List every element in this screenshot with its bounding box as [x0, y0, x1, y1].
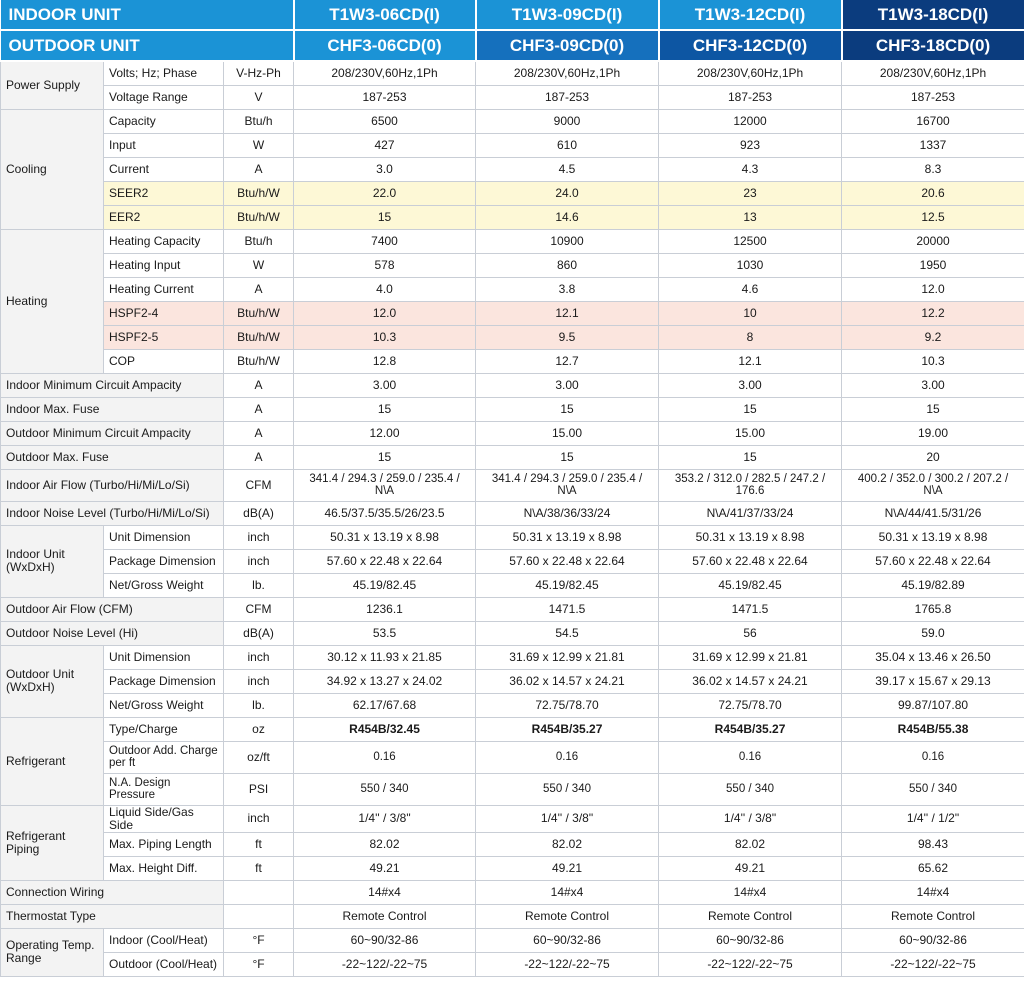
- spec-value: 14.6: [476, 205, 659, 229]
- spec-group-label: Refrigerant Piping: [1, 805, 104, 880]
- spec-value: 12500: [659, 229, 842, 253]
- spec-value: 13: [659, 205, 842, 229]
- spec-label: Indoor Minimum Circuit Ampacity: [1, 373, 224, 397]
- spec-value: 6500: [294, 109, 476, 133]
- spec-label: Thermostat Type: [1, 904, 224, 928]
- spec-value: 1337: [842, 133, 1024, 157]
- spec-value: 24.0: [476, 181, 659, 205]
- spec-value: 22.0: [294, 181, 476, 205]
- spec-row: [1, 805, 1024, 832]
- spec-value: 62.17/67.68: [294, 693, 476, 717]
- spec-value: 60~90/32-86: [842, 928, 1024, 952]
- spec-unit: dB(A): [224, 621, 294, 645]
- spec-row: [1, 397, 1024, 421]
- spec-value: 65.62: [842, 856, 1024, 880]
- spec-sub-label: Net/Gross Weight: [104, 693, 224, 717]
- spec-group-label: Refrigerant: [1, 717, 104, 805]
- spec-value: 82.02: [476, 832, 659, 856]
- spec-row: [1, 229, 1024, 253]
- spec-sub-label: Indoor (Cool/Heat): [104, 928, 224, 952]
- spec-value: 1765.8: [842, 597, 1024, 621]
- spec-row: [1, 349, 1024, 373]
- spec-value: 54.5: [476, 621, 659, 645]
- spec-row: [1, 109, 1024, 133]
- spec-value: 1236.1: [294, 597, 476, 621]
- spec-value: R454B/55.38: [842, 717, 1024, 741]
- spec-value: 8: [659, 325, 842, 349]
- spec-value: N\A/41/37/33/24: [659, 501, 842, 525]
- spec-row: [1, 525, 1024, 549]
- spec-row: [1, 773, 1024, 805]
- spec-unit: lb.: [224, 693, 294, 717]
- spec-value: 9000: [476, 109, 659, 133]
- spec-value: 550 / 340: [476, 773, 659, 805]
- spec-value: 14#x4: [659, 880, 842, 904]
- spec-value: 187-253: [476, 85, 659, 109]
- spec-label: Indoor Air Flow (Turbo/Hi/Mi/Lo/Si): [1, 469, 224, 501]
- spec-value: 50.31 x 13.19 x 8.98: [476, 525, 659, 549]
- spec-row: [1, 669, 1024, 693]
- spec-value: 1/4'' / 3/8": [659, 805, 842, 832]
- spec-value: 550 / 340: [842, 773, 1024, 805]
- spec-value: 12.0: [842, 277, 1024, 301]
- spec-unit: °F: [224, 952, 294, 976]
- spec-value: Remote Control: [659, 904, 842, 928]
- spec-unit: A: [224, 157, 294, 181]
- spec-value: 12.0: [294, 301, 476, 325]
- spec-row: [1, 85, 1024, 109]
- spec-row: [1, 133, 1024, 157]
- spec-value: 34.92 x 13.27 x 24.02: [294, 669, 476, 693]
- spec-value: 12.5: [842, 205, 1024, 229]
- spec-row: [1, 597, 1024, 621]
- spec-sub-label: Max. Height Diff.: [104, 856, 224, 880]
- outdoor-model: CHF3-18CD(0): [842, 30, 1024, 61]
- spec-sub-label: Volts; Hz; Phase: [104, 61, 224, 85]
- spec-unit: oz: [224, 717, 294, 741]
- spec-sub-label: Package Dimension: [104, 549, 224, 573]
- spec-row: [1, 301, 1024, 325]
- spec-value: 1030: [659, 253, 842, 277]
- spec-value: 427: [294, 133, 476, 157]
- spec-unit: CFM: [224, 597, 294, 621]
- spec-row: [1, 573, 1024, 597]
- spec-value: 15: [476, 445, 659, 469]
- indoor-model: T1W3-18CD(I): [842, 0, 1024, 30]
- indoor-model: T1W3-09CD(I): [476, 0, 659, 30]
- spec-sub-label: COP: [104, 349, 224, 373]
- outdoor-model: CHF3-12CD(0): [659, 30, 842, 61]
- spec-value: 45.19/82.89: [842, 573, 1024, 597]
- spec-label: Outdoor Minimum Circuit Ampacity: [1, 421, 224, 445]
- spec-unit: inch: [224, 645, 294, 669]
- spec-value: 12.7: [476, 349, 659, 373]
- spec-value: 72.75/78.70: [476, 693, 659, 717]
- spec-unit: ft: [224, 832, 294, 856]
- spec-value: 60~90/32-86: [476, 928, 659, 952]
- indoor-model: T1W3-06CD(I): [294, 0, 476, 30]
- spec-value: 60~90/32-86: [659, 928, 842, 952]
- spec-value: -22~122/-22~75: [294, 952, 476, 976]
- spec-row: [1, 549, 1024, 573]
- spec-value: Remote Control: [294, 904, 476, 928]
- spec-value: 45.19/82.45: [294, 573, 476, 597]
- spec-value: 20000: [842, 229, 1024, 253]
- spec-value: 15.00: [659, 421, 842, 445]
- spec-row: [1, 856, 1024, 880]
- spec-row: [1, 717, 1024, 741]
- spec-unit: °F: [224, 928, 294, 952]
- spec-row: [1, 205, 1024, 229]
- spec-row: [1, 501, 1024, 525]
- spec-sub-label: Outdoor Add. Charge per ft: [104, 741, 224, 773]
- spec-value: 10: [659, 301, 842, 325]
- spec-row: [1, 904, 1024, 928]
- spec-value: 550 / 340: [659, 773, 842, 805]
- spec-value: 98.43: [842, 832, 1024, 856]
- indoor-unit-header-row: [1, 0, 1024, 30]
- spec-value: 923: [659, 133, 842, 157]
- spec-group-label: Cooling: [1, 109, 104, 229]
- spec-unit: [224, 904, 294, 928]
- spec-value: 72.75/78.70: [659, 693, 842, 717]
- spec-sub-label: Voltage Range: [104, 85, 224, 109]
- spec-value: 31.69 x 12.99 x 21.81: [659, 645, 842, 669]
- spec-value: 4.3: [659, 157, 842, 181]
- spec-sub-label: Unit Dimension: [104, 645, 224, 669]
- spec-value: 60~90/32-86: [294, 928, 476, 952]
- spec-row: [1, 445, 1024, 469]
- spec-value: 208/230V,60Hz,1Ph: [294, 61, 476, 85]
- spec-unit: Btu/h/W: [224, 349, 294, 373]
- spec-unit: inch: [224, 525, 294, 549]
- spec-unit: dB(A): [224, 501, 294, 525]
- spec-value: 400.2 / 352.0 / 300.2 / 207.2 / N\A: [842, 469, 1024, 501]
- spec-unit: inch: [224, 805, 294, 832]
- spec-row: [1, 253, 1024, 277]
- spec-value: 36.02 x 14.57 x 24.21: [659, 669, 842, 693]
- indoor-unit-label: INDOOR UNIT: [1, 0, 294, 30]
- spec-value: 14#x4: [476, 880, 659, 904]
- spec-unit: A: [224, 421, 294, 445]
- spec-value: 3.0: [294, 157, 476, 181]
- outdoor-model: CHF3-09CD(0): [476, 30, 659, 61]
- spec-label: Outdoor Max. Fuse: [1, 445, 224, 469]
- spec-value: 20.6: [842, 181, 1024, 205]
- spec-value: -22~122/-22~75: [842, 952, 1024, 976]
- spec-value: 53.5: [294, 621, 476, 645]
- spec-unit: V: [224, 85, 294, 109]
- spec-value: 46.5/37.5/35.5/26/23.5: [294, 501, 476, 525]
- spec-group-label: Power Supply: [1, 61, 104, 109]
- spec-sub-label: SEER2: [104, 181, 224, 205]
- spec-value: 12.1: [659, 349, 842, 373]
- spec-label: Connection Wiring: [1, 880, 224, 904]
- spec-sub-label: Max. Piping Length: [104, 832, 224, 856]
- spec-value: 10.3: [842, 349, 1024, 373]
- spec-value: R454B/32.45: [294, 717, 476, 741]
- spec-unit: A: [224, 277, 294, 301]
- spec-value: 353.2 / 312.0 / 282.5 / 247.2 / 176.6: [659, 469, 842, 501]
- spec-sub-label: Package Dimension: [104, 669, 224, 693]
- spec-sub-label: HSPF2-5: [104, 325, 224, 349]
- spec-value: 208/230V,60Hz,1Ph: [476, 61, 659, 85]
- outdoor-unit-label: OUTDOOR UNIT: [1, 30, 294, 61]
- spec-value: 99.87/107.80: [842, 693, 1024, 717]
- spec-unit: W: [224, 133, 294, 157]
- spec-value: 50.31 x 13.19 x 8.98: [294, 525, 476, 549]
- spec-value: 82.02: [294, 832, 476, 856]
- spec-row: [1, 952, 1024, 976]
- spec-value: 15: [294, 397, 476, 421]
- spec-value: 0.16: [842, 741, 1024, 773]
- spec-value: 15: [659, 397, 842, 421]
- spec-value: 15: [294, 445, 476, 469]
- spec-label: Outdoor Air Flow (CFM): [1, 597, 224, 621]
- spec-unit: inch: [224, 549, 294, 573]
- spec-value: 1471.5: [659, 597, 842, 621]
- spec-row: [1, 693, 1024, 717]
- spec-value: 23: [659, 181, 842, 205]
- spec-value: 9.2: [842, 325, 1024, 349]
- spec-sub-label: Current: [104, 157, 224, 181]
- spec-value: 1/4'' / 3/8": [476, 805, 659, 832]
- spec-value: 3.00: [659, 373, 842, 397]
- spec-label: Indoor Max. Fuse: [1, 397, 224, 421]
- spec-value: 578: [294, 253, 476, 277]
- spec-value: 4.5: [476, 157, 659, 181]
- spec-group-label: Indoor Unit (WxDxH): [1, 525, 104, 597]
- spec-value: N\A/44/41.5/31/26: [842, 501, 1024, 525]
- spec-row: [1, 880, 1024, 904]
- spec-unit: Btu/h/W: [224, 325, 294, 349]
- spec-value: 341.4 / 294.3 / 259.0 / 235.4 / N\A: [294, 469, 476, 501]
- spec-value: 4.0: [294, 277, 476, 301]
- spec-value: 14#x4: [842, 880, 1024, 904]
- spec-value: 9.5: [476, 325, 659, 349]
- spec-row: [1, 157, 1024, 181]
- spec-unit: inch: [224, 669, 294, 693]
- spec-value: 10900: [476, 229, 659, 253]
- spec-value: 57.60 x 22.48 x 22.64: [294, 549, 476, 573]
- spec-value: 36.02 x 14.57 x 24.21: [476, 669, 659, 693]
- spec-row: [1, 181, 1024, 205]
- spec-value: 12.1: [476, 301, 659, 325]
- spec-value: 341.4 / 294.3 / 259.0 / 235.4 / N\A: [476, 469, 659, 501]
- spec-row: [1, 373, 1024, 397]
- spec-value: -22~122/-22~75: [659, 952, 842, 976]
- spec-row: [1, 832, 1024, 856]
- spec-row: [1, 928, 1024, 952]
- spec-sub-label: N.A. Design Pressure: [104, 773, 224, 805]
- spec-value: 3.00: [476, 373, 659, 397]
- outdoor-unit-header-row: [1, 30, 1024, 61]
- spec-value: 12000: [659, 109, 842, 133]
- spec-row: [1, 645, 1024, 669]
- spec-value: 12.8: [294, 349, 476, 373]
- spec-value: 45.19/82.45: [476, 573, 659, 597]
- spec-value: 15: [659, 445, 842, 469]
- spec-value: 57.60 x 22.48 x 22.64: [476, 549, 659, 573]
- spec-value: R454B/35.27: [659, 717, 842, 741]
- spec-value: 0.16: [659, 741, 842, 773]
- spec-value: 550 / 340: [294, 773, 476, 805]
- spec-sub-label: Unit Dimension: [104, 525, 224, 549]
- spec-unit: [224, 880, 294, 904]
- spec-value: 31.69 x 12.99 x 21.81: [476, 645, 659, 669]
- spec-row: [1, 421, 1024, 445]
- spec-value: 49.21: [294, 856, 476, 880]
- spec-sub-label: Net/Gross Weight: [104, 573, 224, 597]
- spec-row: [1, 621, 1024, 645]
- spec-unit: A: [224, 445, 294, 469]
- spec-sub-label: Input: [104, 133, 224, 157]
- spec-value: 56: [659, 621, 842, 645]
- spec-value: 59.0: [842, 621, 1024, 645]
- spec-value: 10.3: [294, 325, 476, 349]
- spec-unit: W: [224, 253, 294, 277]
- spec-sub-label: Heating Capacity: [104, 229, 224, 253]
- spec-value: 7400: [294, 229, 476, 253]
- spec-value: 4.6: [659, 277, 842, 301]
- spec-value: N\A/38/36/33/24: [476, 501, 659, 525]
- spec-row: [1, 61, 1024, 85]
- spec-unit: A: [224, 397, 294, 421]
- spec-value: 50.31 x 13.19 x 8.98: [842, 525, 1024, 549]
- spec-row: [1, 325, 1024, 349]
- outdoor-model: CHF3-06CD(0): [294, 30, 476, 61]
- spec-unit: Btu/h: [224, 109, 294, 133]
- spec-value: 15: [476, 397, 659, 421]
- spec-label: Indoor Noise Level (Turbo/Hi/Mi/Lo/Si): [1, 501, 224, 525]
- spec-value: Remote Control: [476, 904, 659, 928]
- spec-value: 49.21: [476, 856, 659, 880]
- spec-row: [1, 741, 1024, 773]
- spec-value: 57.60 x 22.48 x 22.64: [659, 549, 842, 573]
- spec-value: 187-253: [842, 85, 1024, 109]
- spec-value: -22~122/-22~75: [476, 952, 659, 976]
- spec-value: 39.17 x 15.67 x 29.13: [842, 669, 1024, 693]
- spec-value: 19.00: [842, 421, 1024, 445]
- spec-unit: oz/ft: [224, 741, 294, 773]
- spec-sub-label: HSPF2-4: [104, 301, 224, 325]
- spec-value: 45.19/82.45: [659, 573, 842, 597]
- spec-unit: V-Hz-Ph: [224, 61, 294, 85]
- spec-value: 0.16: [476, 741, 659, 773]
- spec-unit: PSI: [224, 773, 294, 805]
- spec-value: 82.02: [659, 832, 842, 856]
- indoor-model: T1W3-12CD(I): [659, 0, 842, 30]
- spec-sub-label: Capacity: [104, 109, 224, 133]
- spec-value: Remote Control: [842, 904, 1024, 928]
- spec-value: 16700: [842, 109, 1024, 133]
- spec-value: 12.00: [294, 421, 476, 445]
- spec-value: 0.16: [294, 741, 476, 773]
- spec-row: [1, 277, 1024, 301]
- spec-value: 50.31 x 13.19 x 8.98: [659, 525, 842, 549]
- spec-value: 1471.5: [476, 597, 659, 621]
- spec-value: 208/230V,60Hz,1Ph: [659, 61, 842, 85]
- spec-value: 610: [476, 133, 659, 157]
- spec-value: 49.21: [659, 856, 842, 880]
- spec-value: 1/4'' / 3/8": [294, 805, 476, 832]
- spec-sub-label: Heating Current: [104, 277, 224, 301]
- spec-unit: A: [224, 373, 294, 397]
- spec-value: 1/4'' / 1/2": [842, 805, 1024, 832]
- spec-sub-label: EER2: [104, 205, 224, 229]
- spec-value: 15: [842, 397, 1024, 421]
- spec-value: 30.12 x 11.93 x 21.85: [294, 645, 476, 669]
- spec-unit: lb.: [224, 573, 294, 597]
- spec-group-label: Outdoor Unit (WxDxH): [1, 645, 104, 717]
- spec-value: 3.00: [294, 373, 476, 397]
- spec-unit: ft: [224, 856, 294, 880]
- spec-value: 15.00: [476, 421, 659, 445]
- spec-label: Outdoor Noise Level (Hi): [1, 621, 224, 645]
- spec-value: 14#x4: [294, 880, 476, 904]
- spec-value: 860: [476, 253, 659, 277]
- spec-value: 15: [294, 205, 476, 229]
- spec-unit: Btu/h/W: [224, 181, 294, 205]
- spec-value: 8.3: [842, 157, 1024, 181]
- spec-group-label: Operating Temp. Range: [1, 928, 104, 976]
- spec-value: 35.04 x 13.46 x 26.50: [842, 645, 1024, 669]
- spec-unit: Btu/h/W: [224, 205, 294, 229]
- spec-value: 3.8: [476, 277, 659, 301]
- spec-value: R454B/35.27: [476, 717, 659, 741]
- spec-row: [1, 469, 1024, 501]
- spec-group-label: Heating: [1, 229, 104, 373]
- spec-sub-label: Heating Input: [104, 253, 224, 277]
- spec-unit: CFM: [224, 469, 294, 501]
- spec-value: 1950: [842, 253, 1024, 277]
- spec-value: 12.2: [842, 301, 1024, 325]
- spec-unit: Btu/h/W: [224, 301, 294, 325]
- spec-sub-label: Outdoor (Cool/Heat): [104, 952, 224, 976]
- spec-sub-label: Type/Charge: [104, 717, 224, 741]
- spec-value: 187-253: [294, 85, 476, 109]
- spec-value: 3.00: [842, 373, 1024, 397]
- spec-value: 187-253: [659, 85, 842, 109]
- spec-value: 208/230V,60Hz,1Ph: [842, 61, 1024, 85]
- spec-value: 20: [842, 445, 1024, 469]
- spec-unit: Btu/h: [224, 229, 294, 253]
- spec-sub-label: Liquid Side/Gas Side: [104, 805, 224, 832]
- spec-value: 57.60 x 22.48 x 22.64: [842, 549, 1024, 573]
